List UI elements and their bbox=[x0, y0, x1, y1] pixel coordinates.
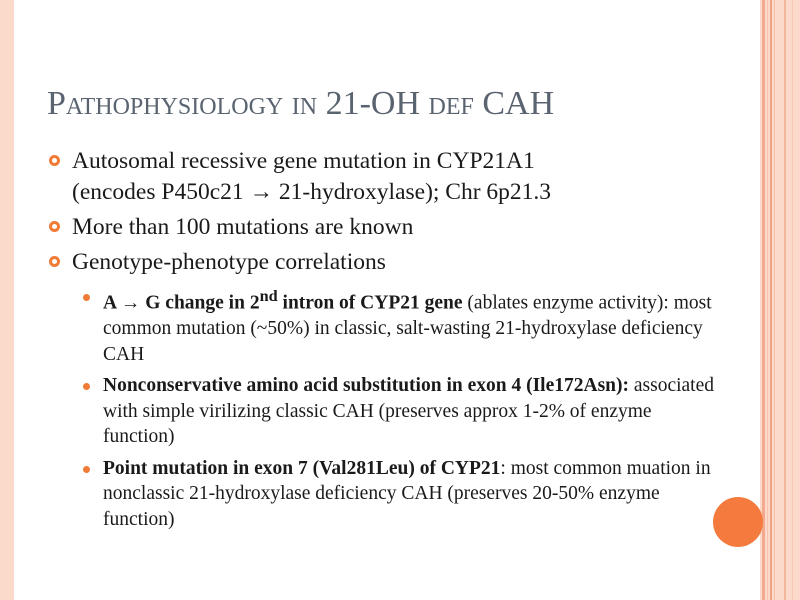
bullet-item bbox=[49, 146, 719, 208]
arrow-icon: → bbox=[120, 292, 141, 314]
dot-bullet-icon bbox=[83, 383, 90, 390]
ring-bullet-icon bbox=[49, 155, 60, 166]
slide-content bbox=[49, 146, 719, 532]
decor-stripe bbox=[767, 0, 768, 600]
decor-stripe bbox=[770, 0, 772, 600]
sub-bullet-text: Point mutation in exon 7 (Val281Leu) of CYP21: most common muation in nonclassic 21-hydroxylase deficiency CAH (preserves 20-50% enzyme function) bbox=[103, 457, 711, 530]
decor-stripe bbox=[784, 0, 786, 600]
ring-bullet-icon bbox=[49, 256, 60, 267]
sub-bullet-item bbox=[83, 284, 719, 367]
bullet-item bbox=[49, 247, 719, 278]
decor-stripe bbox=[762, 0, 765, 600]
sub-bullet-text: A → G change in 2nd intron of CYP21 gene (ablates enzyme activity): most common mutation (~50%) in classic, salt-wasting 21-hydroxylase deficiency CAH bbox=[103, 287, 712, 365]
sub-bullet-item bbox=[83, 456, 719, 533]
decor-stripe bbox=[774, 0, 775, 600]
decorative-circle bbox=[713, 497, 763, 547]
dot-bullet-icon bbox=[83, 466, 90, 473]
arrow-icon: → bbox=[249, 179, 274, 205]
bullet-item bbox=[49, 212, 719, 243]
decor-stripe bbox=[792, 0, 793, 600]
sub-bullet-item bbox=[83, 373, 719, 450]
dot-bullet-icon bbox=[83, 294, 90, 301]
bullet-text: Genotype-phenotype correlations bbox=[72, 249, 386, 275]
bullet-text: Autosomal recessive gene mutation in CYP21A1 (encodes P450c21 → 21-hydroxylase); Chr 6p21.3 bbox=[72, 148, 552, 205]
ring-bullet-icon bbox=[49, 221, 60, 232]
sub-bullet-text: Nonconservative amino acid substitution in exon 4 (Ile172Asn): associated with simple virilizing classic CAH (preserves approx 1-2% of enzyme function) bbox=[103, 375, 715, 447]
bullet-text: More than 100 mutations are known bbox=[72, 214, 414, 240]
slide-title: Pathophysiology in 21-OH def CAH bbox=[47, 85, 555, 122]
